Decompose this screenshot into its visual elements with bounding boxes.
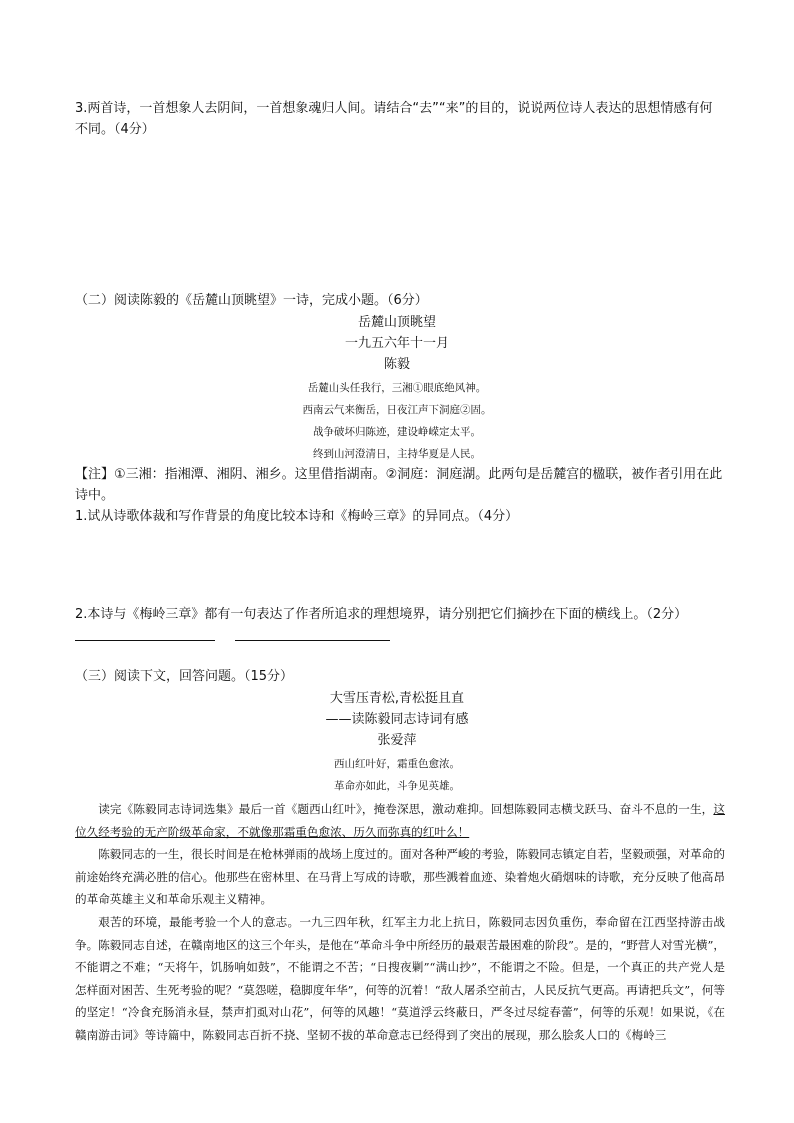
poem-line: 西南云气来衡岳，日夜江声下洞庭②固。 (302, 404, 492, 416)
question-2: 2.本诗与《梅岭三章》都有一句表达了作者所追求的理想境界，请分别把它们摘抄在下面的横线上。（2分） (75, 607, 688, 622)
underlined-sentence: 这位久经考验的无产阶级革命家，不就像那霜重色愈浓、历久而弥真的红叶么！ (75, 802, 725, 839)
article-body (75, 798, 725, 1047)
section-2-heading: （二）阅读陈毅的《岳麓山顶眺望》一诗，完成小题。（6分） (75, 293, 428, 308)
answer-blank-2[interactable] (235, 626, 390, 641)
article-subtitle: ——读陈毅同志诗词有感 (325, 712, 469, 727)
poem-line: 终到山河澄清日，主持华夏是人民。 (313, 448, 481, 460)
paragraph-1 (75, 798, 725, 843)
epigraph-line: 西山红叶好，霜重色愈浓。 (334, 758, 460, 770)
paragraph-3: 艰苦的环境，最能考验一个人的意志。一九三四年秋，红军主力北上抗日，陈毅同志因负重伤，奉命留在江西坚持游击战争。陈毅同志自述，在赣南地区的这三个年头，是他在“革命斗争中所经历的最艰苦最困难的阶段”。是的，“野营人对雪光横”，不能谓之不难；“天将午，饥肠响如鼓”，不能谓之不苦；“日搜夜剿”“满山抄”，不能谓之不险。但是，一个真正的共产党人是怎样面对困苦、生死考验的呢？“莫怨嗟，稳脚度年华”，何等的沉着！“敌人屠杀空前古，人民反抗气更高。再请把兵文”，何等的坚定！“冷食充肠消永昼，禁声扪虱对山花”，何等的风趣！“莫道浮云终蔽日，严冬过尽绽春蕾”，何等的乐观！如果说，《在赣南游击词》等诗篇中，陈毅同志百折不挠、坚韧不拔的革命意志已经得到了突出的展现，那么脍炙人口的《梅岭三 (75, 914, 725, 1042)
poem-line: 战争破坏归陈迹，建设峥嵘定太平。 (313, 426, 481, 438)
paragraph-1-text: 读完《陈毅同志诗词选集》最后一首《题西山红叶》，掩卷深思，激动难抑。回想陈毅同志横戈跃马、奋斗不息的一生， (98, 802, 714, 816)
answer-blank-1[interactable] (75, 626, 215, 641)
poem-line: 岳麓山头任我行，三湘①眼底绝风神。 (307, 382, 487, 394)
epigraph-line: 革命亦如此，斗争见英雄。 (334, 780, 460, 792)
poem-note: 【注】①三湘：指湘潭、湘阴、湘乡。这里借指湖南。②洞庭：洞庭湖。此两句是岳麓宫的楹联，被作者引用在此诗中。 (75, 467, 723, 503)
poem-date: 一九五六年十一月 (344, 336, 449, 351)
poem-title: 岳麓山顶眺望 (357, 315, 436, 330)
article-author: 张爱萍 (377, 733, 417, 748)
question-1: 1.试从诗歌体裁和写作背景的角度比较本诗和《梅岭三章》的异同点。（4分） (75, 509, 519, 524)
question-3: 3.两首诗，一首想象人去阴间，一首想象魂归人间。请结合“去”“来”的目的，说说两位诗人表达的思想情感有何不同。（4分） (75, 101, 713, 137)
section-3-heading: （三）阅读下文，回答问题。（15分） (75, 669, 294, 684)
paragraph-2: 陈毅同志的一生，很长时间是在枪林弹雨的战场上度过的。面对各种严峻的考验，陈毅同志镇定自若，坚毅顽强，对革命的前途始终充满必胜的信心。他那些在密林里、在马背上写成的诗歌，那些溅着血迹、染着炮火硝烟味的诗歌，充分反映了他高昂的革命英雄主义和革命乐观主义精神。 (75, 847, 725, 907)
answer-lines (75, 626, 725, 645)
article-title: 大雪压青松,青松挺且直 (329, 691, 465, 706)
poem-author: 陈毅 (383, 357, 410, 372)
